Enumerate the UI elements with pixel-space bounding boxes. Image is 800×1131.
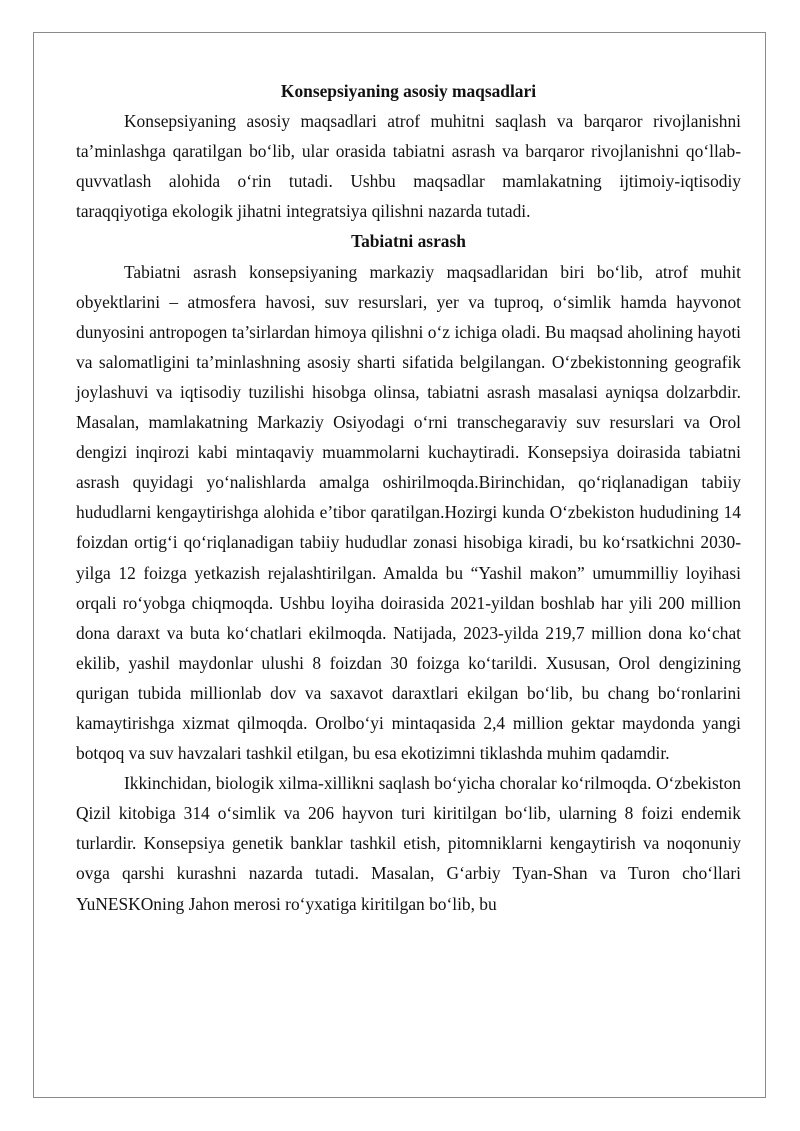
paragraph-biodiversity: Ikkinchidan, biologik xilma-xillikni saqlash bo‘yicha choralar ko‘rilmoqda. O‘zbekiston Qizil kitobiga 314 o‘simlik va 206 hayvon turi kiritilgan bo‘lib, ularning 8 foizi endemik turlardir. Konsepsiya genetik banklar tashkil etish, pitomniklarni kengaytirish va noqonuniy ovga qarshi kurashni nazarda tutadi. Masalan, G‘arbiy Tyan-Shan va Turon cho‘llari YuNESKOning Jahon merosi ro‘yxatiga kiritilgan bo‘lib, bu bbox=[76, 773, 741, 914]
section-heading-nature: Tabiatni asrash bbox=[351, 231, 466, 252]
section-heading-goals: Konsepsiyaning asosiy maqsadlari bbox=[280, 81, 537, 101]
paragraph-nature: Tabiatni asrash konsepsiyaning markaziy maqsadlaridan biri bo‘lib, atrof muhit obyektlarini – atmosfera havosi, suv resurslari, yer va tuproq, o‘simlik hamda hayvonot dunyosini antropogen ta’sirlardan himoya qilishni o‘z ichiga oladi. Bu maqsad aholining hayoti va salomatligini ta’minlashning asosiy sharti sifatida belgilangan. O‘zbekistonning geografik joylashuvi va iqtisodiy tuzilishi hisobga olinsa, tabiatni asrash masalasi ayniqsa dolzarbdir. Masalan, mamlakatning Markaziy Osiyodagi o‘rni transchegaraviy suv resurslari va Orol dengizi inqirozi kabi mintaqaviy muammolarni kuchaytiradi. Konsepsiya doirasida tabiatni asrash quyidagi yo‘nalishlarda amalga oshirilmoqda.Birinchidan, qo‘riqlanadigan tabiiy hududlarni kengaytirishga alohida e’tibor qaratilgan.Hozirgi kunda O‘zbekiston hududining 14 foizdan ortig‘i qo‘riqlanadigan tabiiy hududlar zonasi hisobiga kiradi, bu ko‘rsatkichni 2030-yilga 12 foizga yetkazish rejalashtirilgan. Amalda bu “Yashil makon” umummilliy loyihasi orqali ro‘yobga chiqmoqda. Ushbu loyiha doirasida 2021-yildan boshlab har yili 200 million dona daraxt va buta ko‘chatlari ekilmoqda. Natijada, 2023-yilda 219,7 million dona ko‘chat ekilib, yashil maydonlar ulushi 8 foizdan 30 foizga ko‘tarildi. Xususan, Orol dengizining qurigan tubida millionlab dov va saxavot daraxtlari ekilgan bo‘lib, bu chang bo‘ronlarini kamaytirishga xizmat qilmoqda. Orolbo‘yi mintaqasida 2,4 million gektar maydonda yangi botqoq va suv havzalari tashkil etilgan, bu esa ekotizimni tiklashda muhim qadamdir. bbox=[76, 261, 741, 764]
document-body bbox=[76, 76, 741, 919]
paragraph-goals: Konsepsiyaning asosiy maqsadlari atrof muhitni saqlash va barqaror rivojlanishni ta’minlashga qaratilgan bo‘lib, ular orasida tabiatni asrash va barqaror rivojlanishni qo‘llab-quvvatlash alohida o‘rin tutadi. Ushbu maqsadlar mamlakatning ijtimoiy-iqtisodiy taraqqiyotiga ekologik jihatni integratsiya qilishni nazarda tutadi. bbox=[76, 111, 741, 222]
